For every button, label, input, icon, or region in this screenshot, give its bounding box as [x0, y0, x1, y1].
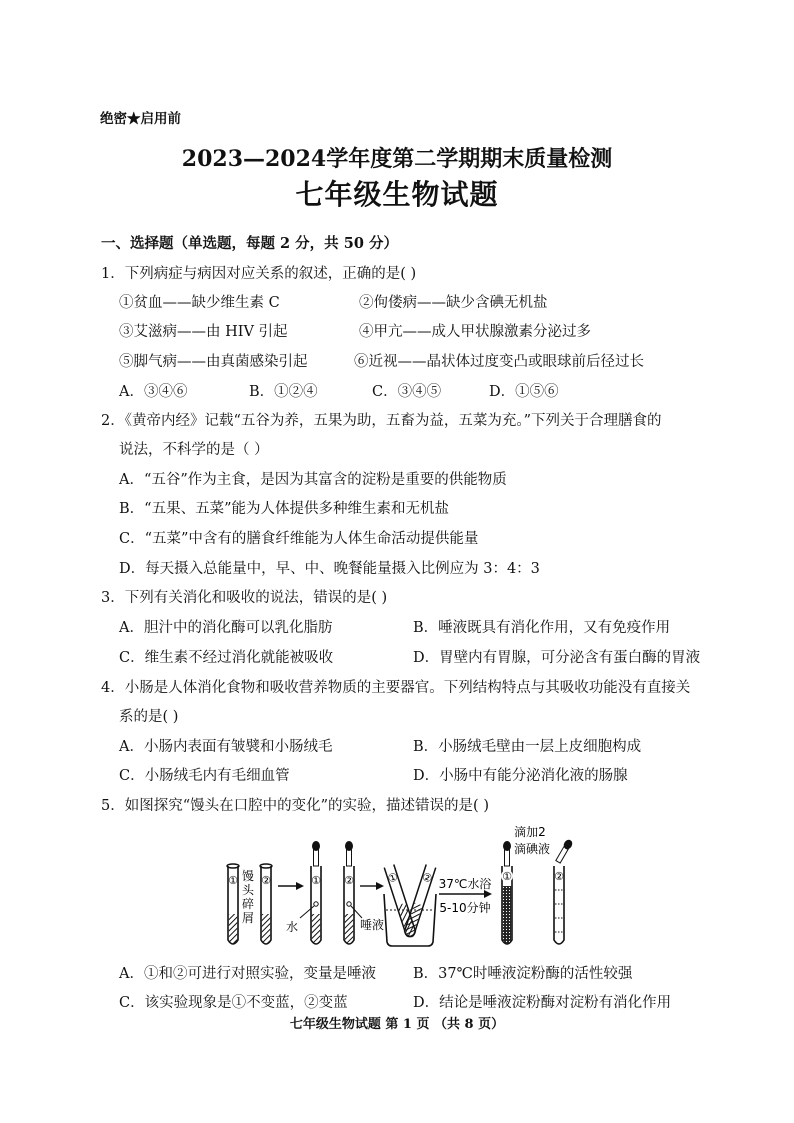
q1-item-1: ①贫血——缺少维生素 C: [119, 295, 280, 311]
water-bath-beaker: [384, 864, 436, 946]
q1-item-6: ⑥近视——晶状体过度变凸或眼球前后径过长: [354, 354, 644, 370]
saliva-label: 唾液: [359, 918, 385, 932]
q4-stem-line1: 4．小肠是人体消化食物和吸收营养物质的主要器官。下列结构特点与其吸收功能没有直接关: [101, 680, 691, 696]
tube1-label-step2: ①: [311, 874, 321, 887]
tube1-label-step1: ①: [228, 874, 238, 887]
q5-option-b: B．37℃时唾液淀粉酶的活性较强: [413, 966, 633, 982]
q4-option-b: B．小肠绒毛壁由一层上皮细胞构成: [413, 739, 642, 755]
bath-temp-label: 37℃水浴: [438, 877, 492, 891]
step2-tubes: [286, 841, 384, 944]
experiment-figure: [220, 826, 600, 954]
q1-option-d: D．①⑤⑥: [489, 384, 559, 400]
q5-option-a: A．①和②可进行对照实验，变量是唾液: [119, 966, 376, 982]
tube2-label-step2: ②: [344, 874, 354, 887]
q1-item-5: ⑤脚气病——由真菌感染引起: [119, 354, 308, 370]
q1-item-2: ②佝偻病——缺少含碘无机盐: [359, 295, 548, 311]
bread-label-2: 头: [241, 883, 255, 897]
tube1-label-bath: ①: [386, 870, 400, 886]
q5-option-c: C．该实验现象是①不变蓝，②变蓝: [119, 995, 348, 1011]
arrow-1: [278, 882, 304, 890]
q3-option-d: D．胃壁内有胃腺，可分泌含有蛋白酶的胃液: [413, 650, 701, 666]
section-heading: 一、选择题（单选题，每题 2 分，共 50 分）: [101, 235, 398, 252]
bread-label-3: 碎: [241, 897, 255, 911]
q4-stem-line2: 系的是( ): [119, 709, 179, 725]
q2-option-b: B．“五果、五菜”能为人体提供多种维生素和无机盐: [119, 501, 449, 517]
q4-option-c: C．小肠绒毛内有毛细血管: [119, 768, 290, 784]
arrow-2: [360, 882, 384, 890]
q4-option-d: D．小肠中有能分泌消化液的肠腺: [413, 768, 628, 784]
iodine-label-2: 滴碘液: [513, 842, 551, 856]
tube2-label-result: ②: [554, 870, 564, 883]
bath-time-label: 5-10分钟: [439, 901, 491, 915]
tube2-label-bath: ②: [420, 870, 434, 886]
q5-stem: 5．如图探究“馒头在口腔中的变化”的实验，描述错误的是( ): [101, 798, 489, 814]
q2-stem-line2: 说法，不科学的是（ ）: [119, 442, 269, 458]
arrow-3: [439, 890, 492, 898]
exam-title: 2023—2024学年度第二学期期末质量检测: [181, 146, 613, 172]
q1-item-3: ③艾滋病——由 HIV 引起: [119, 324, 288, 340]
step1-tubes: [227, 864, 272, 944]
page-footer: 七年级生物试题 第 1 页 （共 8 页）: [289, 1017, 505, 1032]
q2-option-c: C．“五菜”中含有的膳食纤维能为人体生命活动提供能量: [119, 531, 479, 547]
q5-option-d: D．结论是唾液淀粉酶对淀粉有消化作用: [413, 995, 672, 1011]
q3-option-a: A．胆汁中的消化酶可以乳化脂肪: [119, 620, 333, 636]
tube2-label-step1: ②: [261, 874, 271, 887]
secret-label: 绝密★启用前: [100, 111, 181, 127]
q1-option-c: C．③④⑤: [372, 384, 442, 400]
subject-title: 七年级生物试题: [295, 178, 499, 211]
q4-option-a: A．小肠内表面有皱襞和小肠绒毛: [119, 739, 333, 755]
iodine-label-1: 滴加2: [514, 826, 546, 839]
bread-label-1: 馒: [241, 869, 255, 883]
q3-stem: 3．下列有关消化和吸收的说法，错误的是( ): [101, 590, 388, 606]
q3-option-b: B．唾液既具有消化作用，又有免疫作用: [413, 620, 671, 636]
q1-option-a: A．③④⑥: [119, 384, 188, 400]
tube1-label-result: ①: [502, 870, 512, 883]
q2-option-d: D．每天摄入总能量中，早、中、晚餐能量摄入比例应为 3：4：3: [119, 561, 540, 577]
q1-option-b: B．①②④: [249, 384, 318, 400]
q3-option-c: C．维生素不经过消化就能被吸收: [119, 650, 334, 666]
bread-label-4: 屑: [241, 911, 255, 925]
q2-stem-line1: 2．《黄帝内经》记载“五谷为养，五果为助，五畜为益，五菜为充。”下列关于合理膳食的: [101, 413, 662, 429]
water-label: 水: [285, 920, 299, 934]
q2-option-a: A．“五谷”作为主食，是因为其富含的淀粉是重要的供能物质: [119, 472, 507, 488]
q1-item-4: ④甲亢——成人甲状腺激素分泌过多: [359, 324, 591, 340]
q1-stem: 1．下列病症与病因对应关系的叙述，正确的是( ): [101, 266, 417, 282]
